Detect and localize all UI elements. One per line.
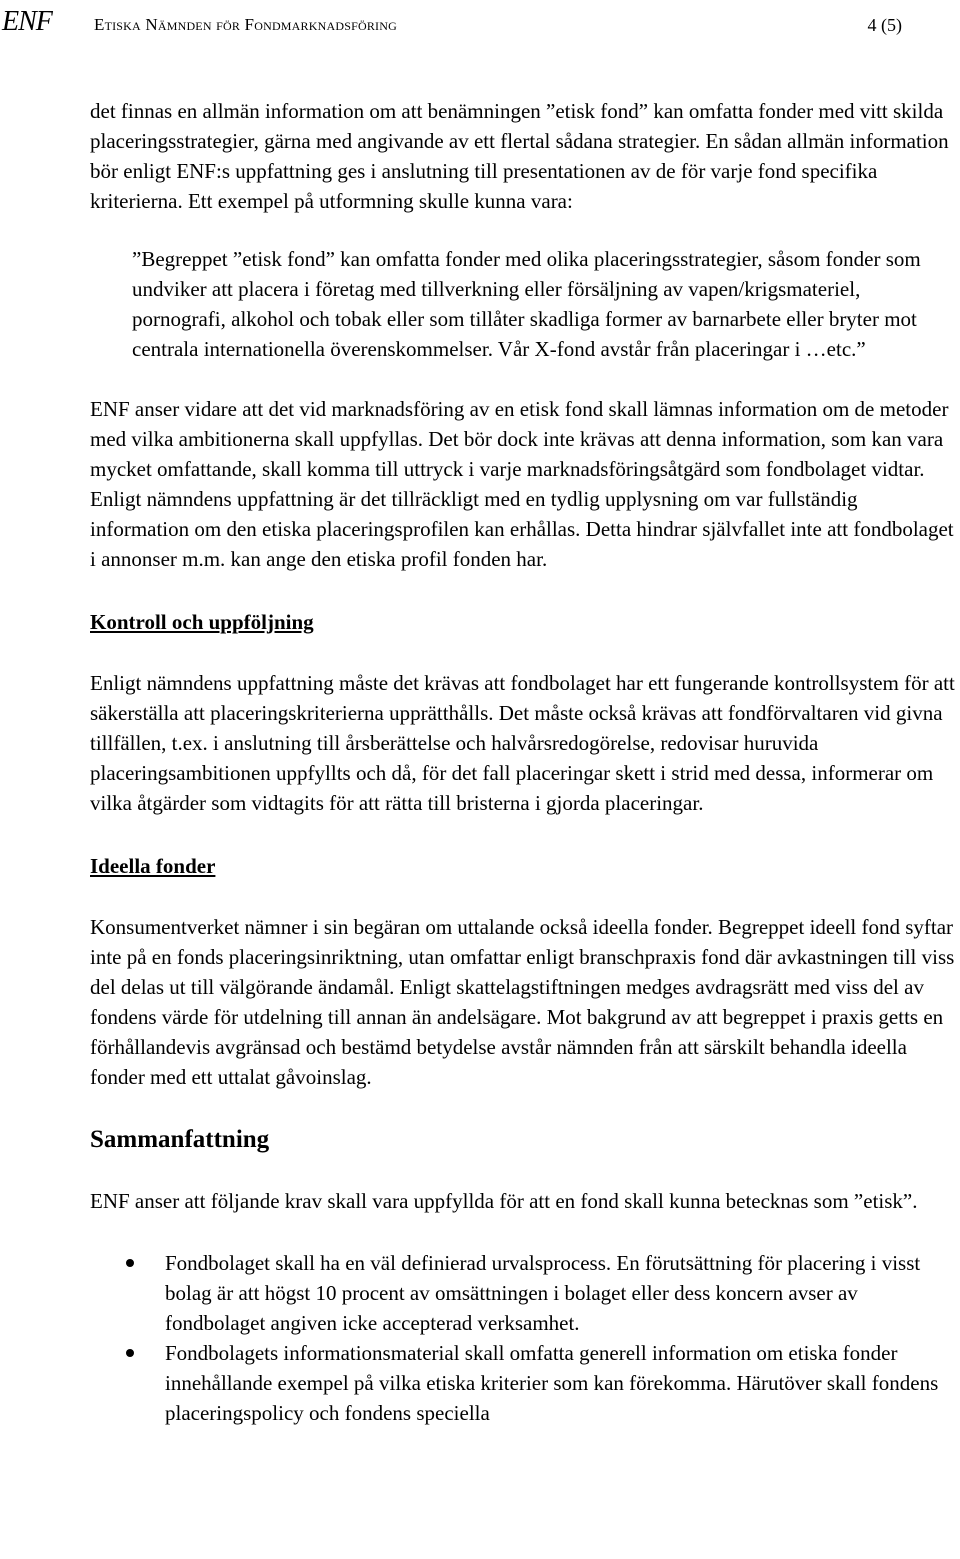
- heading-sammanfattning: Sammanfattning: [90, 1126, 270, 1153]
- list-item: [90, 1248, 958, 1338]
- bullet-icon: [126, 1259, 134, 1267]
- heading-kontroll: Kontroll och uppföljning: [90, 610, 314, 634]
- heading-ideella: Ideella fonder: [90, 854, 216, 878]
- example-quote: ”Begreppet ”etisk fond” kan omfatta fonder med olika placeringsstrategier, såsom fonder som undviker att placera i företag med tillverkning eller försäljning av vapen/krigsmateriel, pornografi, alkohol och tobak eller som tillåter skadliga former av barnarbete eller bryter mot centrala internationella överenskommelser. Vår X-fond avstår från placeringar i …etc.”: [132, 247, 921, 361]
- requirements-list: [90, 1248, 958, 1428]
- paragraph-intro: det finnas en allmän information om att benämningen ”etisk fond” kan omfatta fonder med vitt skilda placeringsstrategier, gärna med angivande av ett flertal sådana strategier. En sådan allmän information bör enligt ENF:s uppfattning ges i anslutning till presentationen av de för varje fond specifika kriterierna. Ett exempel på utformning skulle kunna vara:: [90, 99, 949, 213]
- page-header: [0, 6, 960, 42]
- enf-logo: ENF: [2, 6, 52, 37]
- paragraph-kontroll: Enligt nämndens uppfattning måste det krävas att fondbolaget har ett fungerande kontrollsystem för att säkerställa att placeringskriterierna upprätthålls. Det måste också krävas att fondförvaltaren vid givna tillfällen, t.ex. i anslutning till årsberättelse och halvårsredogörelse, redovisar huruvida placeringsambitionen uppfyllts och då, för det fall placeringar skett i strid med dessa, informerar om vilka åtgärder som vidtagits för att rätta till bristerna i gjorda placeringar.: [90, 671, 955, 815]
- list-item-text: Fondbolaget skall ha en väl definierad urvalsprocess. En förutsättning för placering i visst bolag är att högst 10 procent av omsättningen i bolaget eller dess koncern avser av fondbolaget angiven icke accepterad verksamhet.: [165, 1251, 921, 1335]
- page-number: 4 (5): [867, 15, 902, 35]
- organization-name: Etiska Nämnden för Fondmarknadsföring: [94, 15, 397, 34]
- list-item-text: Fondbolagets informationsmaterial skall omfatta generell information om etiska fonder innehållande exempel på vilka etiska kriterier som kan förekomma. Härutöver skall fondens placeringspolicy och fondens speciella: [165, 1341, 939, 1425]
- paragraph-marketing: ENF anser vidare att det vid marknadsföring av en etisk fond skall lämnas information om de metoder med vilka ambitionerna skall uppfyllas. Det bör dock inte krävas att denna information, som kan vara mycket omfattande, skall komma till uttryck i varje marknadsföringsåtgärd som fondbolaget vidtar. Enligt nämndens uppfattning är det tillräckligt med en tydlig upplysning om var fullständig information om den etiska placeringsprofilen kan erhållas. Detta hindrar självfallet inte att fondbolaget i annonser m.m. kan ange den etiska profil fonden har.: [90, 397, 954, 571]
- document-body: [90, 96, 958, 1428]
- paragraph-sammanfattning: ENF anser att följande krav skall vara uppfyllda för att en fond skall kunna betecknas som ”etisk”.: [90, 1189, 918, 1213]
- list-item: [90, 1338, 958, 1428]
- bullet-icon: [126, 1349, 134, 1357]
- paragraph-ideella: Konsumentverket nämner i sin begäran om uttalande också ideella fonder. Begreppet ideell fond syftar inte på en fonds placeringsinriktning, utan omfattar enligt branschpraxis fond där avkastningen till viss del delas ut till välgörande ändamål. Enligt skattelagstiftningen medges avdragsrätt med viss del av fondens värde för utdelning till annan än andelsägare. Mot bakgrund av att begreppet i praxis getts en förhållandevis avgränsad och bestämd betydelse avstår nämnden från att särskilt behandla ideella fonder med ett uttalat gåvoinslag.: [90, 915, 955, 1089]
